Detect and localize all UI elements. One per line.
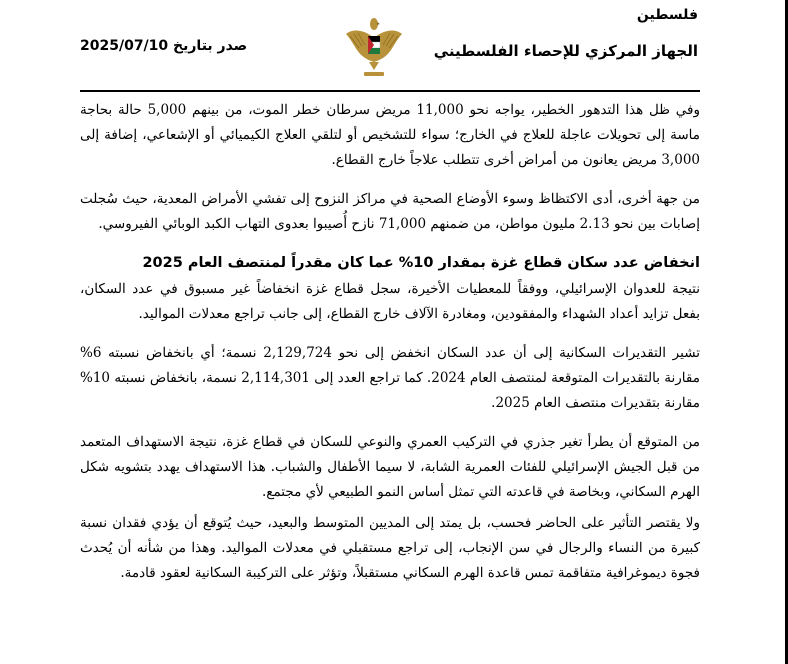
paragraph-long-term-impact: ولا يقتصر التأثير على الحاضر فحسب، بل يمتد إلى المديين المتوسط والبعيد، حيث يُتوقع أن يؤدي فقدان نسبة كبيرة من النساء والرجال في سن الإنجاب، إلى تراجع مستقبلي في معدلات المواليد. وهذا من شأنه أن يُحدث فجوة ديموغرافية متفاقمة تمس قاعدة الهرم السكاني مستقبلاً، وتؤثر على التركيبة السكانية لعقود قادمة. bbox=[80, 515, 700, 581]
paragraph-cancer-patients: وفي ظل هذا التدهور الخطير، يواجه نحو 11,000 مريض سرطان خطر الموت، من بينهم 5,000 حالة بحاجة ماسة إلى تحويلات عاجلة للعلاج في الخارج؛ سواء للتشخيص أو لتلقي العلاج الكيميائي أو الإشعاعي، إضافة إلى 3,000 مريض يعانون من أمراض أخرى تتطلب علاجاً خارج القطاع. bbox=[80, 102, 700, 168]
paragraph-infectious-diseases: من جهة أخرى، أدى الاكتظاظ وسوء الأوضاع الصحية في مراكز النزوح إلى تفشي الأمراض المعدية، حيث سُجلت إصابات بين نحو 2.13 مليون مواطن، من ضمنهم 71,000 نازح أُصيبوا بعدوى التهاب الكبد الوبائي الفيروسي. bbox=[80, 191, 700, 232]
emblem-head bbox=[370, 18, 378, 30]
document-body bbox=[80, 98, 700, 600]
header-divider bbox=[80, 90, 700, 92]
paragraph-age-structure: من المتوقع أن يطرأ تغير جذري في التركيب العمري والنوعي للسكان في قطاع غزة، نتيجة الاستهداف المتعمد من قبل الجيش الإسرائيلي للفئات العمرية الشابة، لا سيما الأطفال والشباب. هذا الاستهداف يهدد بتشويه شكل الهرم السكاني، وبخاصة في قاعدته التي تمثل أساس النمو الطبيعي لأي مجتمع. bbox=[80, 434, 700, 500]
section-heading: انخفاض عدد سكان قطاع غزة بمقدار 10% عما كان مقدراً لمنتصف العام 2025 bbox=[142, 255, 700, 271]
eagle-emblem-icon bbox=[343, 12, 405, 82]
paragraph-population-decline: نتيجة للعدوان الإسرائيلي، ووفقاً للمعطيات الأخيرة، سجل قطاع غزة انخفاضاً غير مسبوق في عدد السكان، بفعل تزايد أعداد الشهداء والمفقودين، ومغادرة الآلاف خارج القطاع، إلى جانب تراجع معدلات المواليد. bbox=[80, 281, 700, 322]
issue-date: صدر بتاريخ 2025/07/10 bbox=[80, 38, 248, 54]
country-name: فلسطين bbox=[636, 7, 698, 23]
paragraph-population-estimates: تشير التقديرات السكانية إلى أن عدد السكان انخفض إلى نحو 2,129,724 نسمة؛ أي بانخفاض نسبته 6% مقارنة بالتقديرات المتوقعة لمنتصف العام 2024. كما تراجع العدد إلى 2,114,301 نسمة، بانخفاض نسبته 10% مقارنة بتقديرات منتصف العام 2025. bbox=[80, 345, 700, 411]
header-organization bbox=[434, 4, 698, 62]
bureau-name: الجهاز المركزي للإحصاء الفلسطيني bbox=[433, 42, 698, 60]
